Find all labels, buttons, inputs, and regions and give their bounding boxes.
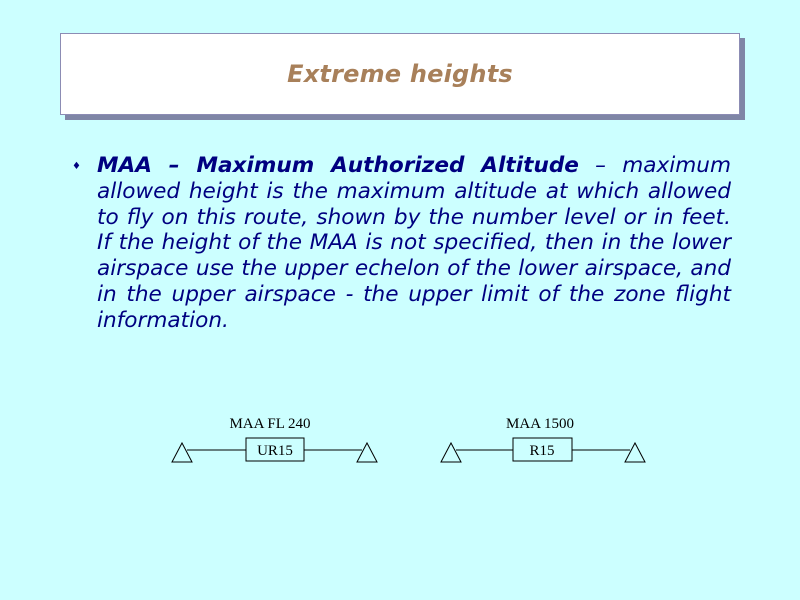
right-route-start-triangle-icon — [441, 443, 461, 462]
left-route-start-triangle-icon — [172, 443, 192, 462]
bullet-definition: – maximum allowed height is the maximum altitude at which allowed to fly on this route, shown by the number level or in feet. If the height of the MAA is not specified, then in the lower airspace use the upper echelon of the lower airspace, and in the upper airspace - the upper limit of the zone flight information. — [97, 153, 731, 333]
left-route-maa-label: MAA FL 240 — [229, 416, 311, 432]
left-route-designator: UR15 — [257, 443, 293, 459]
right-route — [441, 416, 645, 462]
left-route-end-triangle-icon — [357, 443, 377, 462]
left-route — [172, 416, 377, 462]
bullet-term: MAA – Maximum Authorized Altitude — [97, 153, 579, 178]
right-route-designator: R15 — [529, 443, 555, 459]
right-route-end-triangle-icon — [625, 443, 645, 462]
slide-title: Extreme heights — [287, 60, 513, 88]
right-route-maa-label: MAA 1500 — [506, 416, 574, 432]
bullet-marker-icon: ♦ — [72, 161, 81, 172]
